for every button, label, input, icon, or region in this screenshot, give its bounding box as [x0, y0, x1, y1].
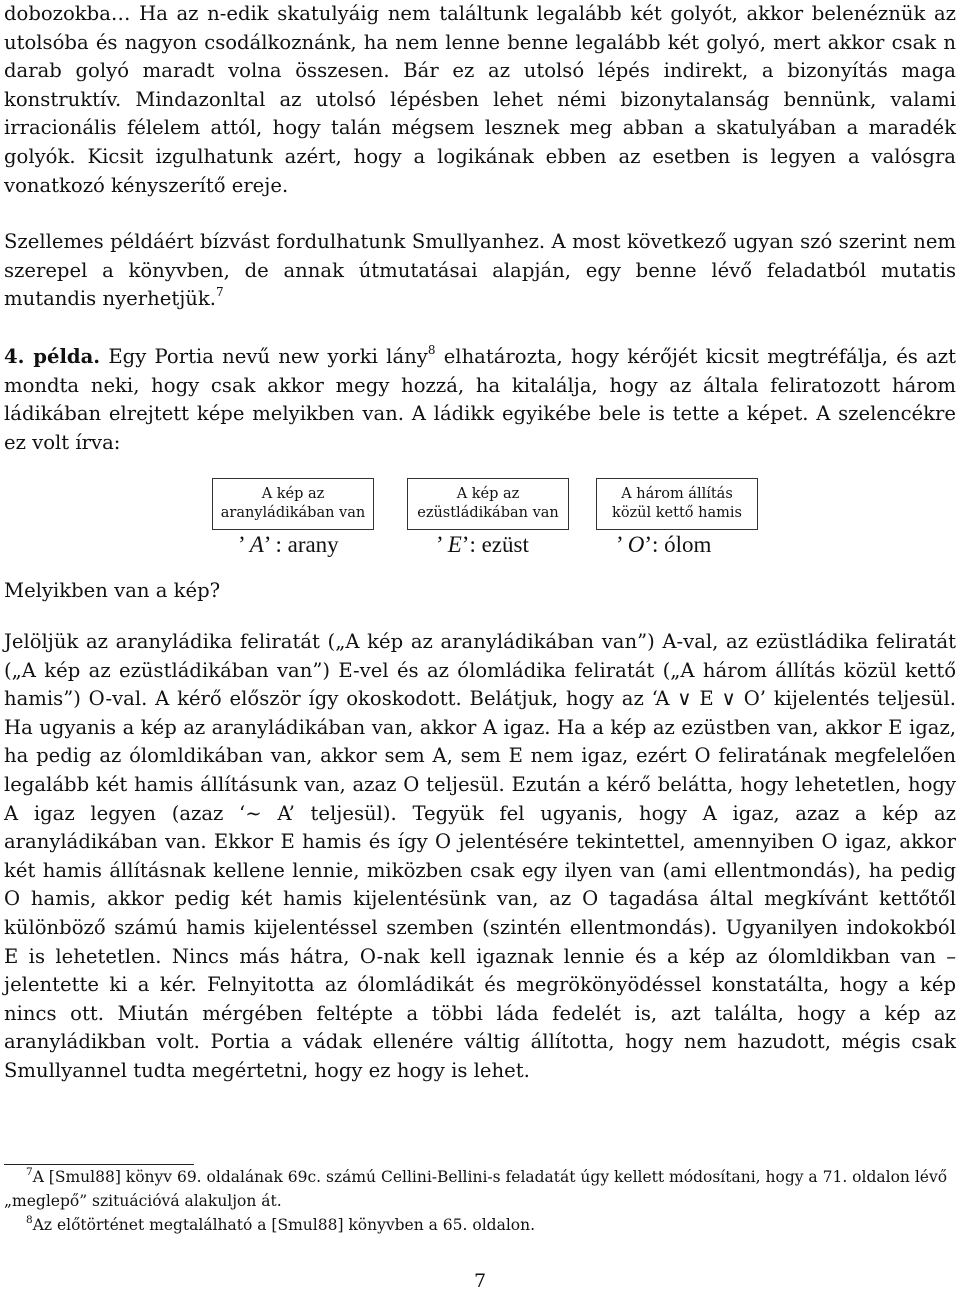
example-text-a: Egy Portia nevű new yorki lány	[108, 345, 428, 368]
gold-casket-line1: A kép az	[261, 486, 325, 502]
silver-casket-line2: ezüstládikában van	[417, 505, 559, 521]
lead-casket-symbol: O	[627, 532, 645, 557]
footnotes	[4, 1165, 956, 1237]
gold-casket-box	[212, 478, 374, 530]
lead-casket-line2: közül kettő hamis	[612, 505, 742, 521]
footnote-8	[4, 1213, 956, 1237]
footnote-ref-8: 8	[427, 343, 436, 357]
example-heading: 4. példa.	[4, 345, 101, 368]
silver-casket-box	[407, 478, 569, 530]
footnote-7-mark: 7	[26, 1166, 33, 1178]
gold-casket-line2: aranyládikában van	[220, 505, 366, 521]
footnote-8-mark: 8	[26, 1214, 33, 1226]
lead-casket-line1: A három állítás	[621, 486, 733, 502]
footnote-8-text: Az előtörténet megtalálható a [Smul88] könyvben a 65. oldalon.	[32, 1216, 536, 1234]
question-text: Melyikben van a kép?	[4, 579, 221, 602]
paragraph-solution: Jelöljük az aranyládika feliratát („A kép az aranyládikában van”) A-val, az ezüstládika feliratát („A kép az ezüstládikában van”) E-vel és az ólomládika feliratát („A három állítás közül kettő hamis”) O-val. A kérő először így okoskodott. Belátjuk, hogy az ‘A ∨ E ∨ O’ kijelentés teljesül. Ha ugyanis a kép az aranyládikában van, akkor A igaz. Ha a kép az ezüstben van, akkor E igaz, ha pedig az ólomldikában van, akkor sem A, sem E nem igaz, ezért O feliratának megfelelően legalább két hamis állításunk van, azaz O teljesül. Ezután a kérő belátta, hogy lehetetlen, hogy A igaz legyen (azaz ‘∼ A’ teljesül). Tegyük fel ugyanis, hogy A igaz, azaz a kép az aranyládikában van. Ekkor E hamis és így O jelentésére tekintettel, amennyiben O igaz, akkor két hamis állításnak kellene lennie, miközben csak egy ilyen van (ami ellentmondás), ha pedig O hamis, akkor pedig két hamis kijelentésünk van, az O tagadása által megkívánt kettőtől különböző számú hamis kijelentéssel szemben (szintén ellentmondás). Ugyanilyen indokokból E is lehetetlen. Nincs más hátra, O-nak kell igaznak lennie és a kép az ólomldikban van – jelentette ki a kér. Felnyitotta az ólomládikát és megrökönyödéssel konstatálta, hogy a kép nincs ott. Miután mérgében feltépte a többi láda fedelét is, azt találta, hogy a kép az aranyládikban volt. Portia a vádak ellenére váltig állította, hogy nem hazudott, mégis csak Smullyannel tudta megértetni, hogy ez hogy is lehet.	[4, 630, 956, 1082]
silver-casket-name: : ezüst	[469, 532, 529, 557]
footnote-ref-7: 7	[216, 285, 224, 300]
lead-casket-box	[596, 478, 758, 530]
gold-casket-label: ’ A’ : arany	[238, 532, 339, 557]
gold-casket-name: : arany	[275, 532, 339, 557]
paragraph-intro: dobozokba… Ha az n-edik skatulyáig nem találtunk legalább két golyót, akkor belenéznük az utolsóba és nagyon csodálkoznánk, ha nem lenne benne legalább két golyó, mert akkor csak n darab golyó maradt volna összesen. Bár ez az utolsó lépés indirekt, a bizonyítás maga konstruktív. Mindazonltal az utolsó lépésben lehet némi bizonytalanság bennünk, valami irracionális félelem attól, hogy talán mégsem lesznek meg abban a skatulyában a maradék golyók. Kicsit izgulhatunk azért, hogy a logikának ebben az esetben is legyen a valósgra vonatkozó kényszerítő ereje.	[4, 2, 956, 197]
lead-casket-name: : ólom	[652, 532, 712, 557]
example-text-b: elhatározta, hogy kérőjét kicsit megtréfálja, és azt mondta neki, hogy csak akkor megy hozzá, ha kitalálja, hogy az általa feliratozott három ládikában elrejtett képe melyikben van. A ládikk egyikébe bele is tette a képet. A szelencékre ez volt írva:	[4, 345, 956, 454]
paragraph-example-4	[4, 343, 956, 457]
silver-casket-label: ’ E’: ezüst	[436, 532, 529, 557]
page-number: 7	[473, 1270, 487, 1292]
gold-casket-symbol: A	[249, 532, 264, 557]
footnote-7	[4, 1165, 956, 1213]
paragraph-smullyan-text: Szellemes példáért bízvást fordulhatunk Smullyanhez. A most következő ugyan szó szerint nem szerepel a könyvben, de annak útmutatásai alapján, egy benne lévő feladatból mutatis mutandis nyerhetjük.	[4, 230, 956, 311]
silver-casket-symbol: E	[447, 532, 462, 557]
paragraph-smullyan	[4, 228, 956, 314]
silver-casket-line1: A kép az	[456, 486, 520, 502]
footnote-7-text: A [Smul88] könyv 69. oldalának 69c. számú Cellini-Bellini-s feladatát úgy kellett módosítani, hogy a 71. oldalon lévő „meglepő” szituációvá alakuljon át.	[4, 1168, 948, 1210]
casket-inscriptions	[212, 478, 757, 568]
lead-casket-label: ’ O’: ólom	[616, 532, 712, 557]
